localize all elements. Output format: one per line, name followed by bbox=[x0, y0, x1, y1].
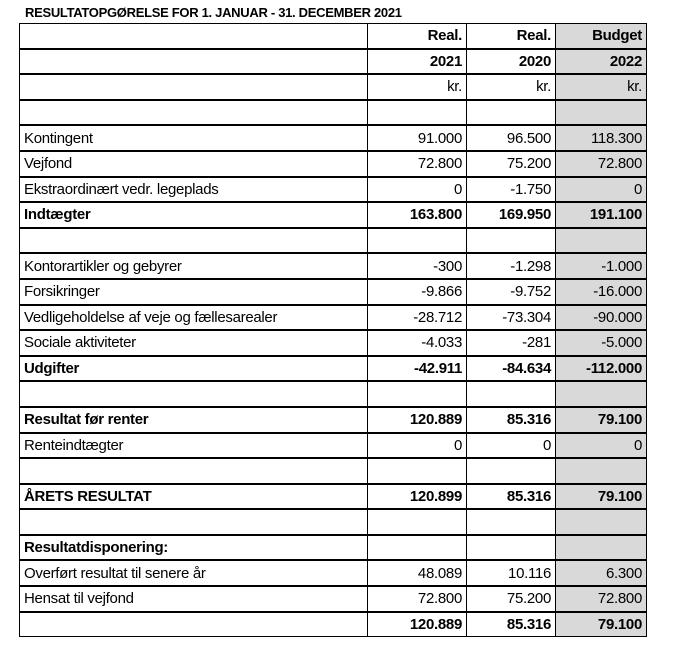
row-label: Vejfond bbox=[20, 151, 368, 177]
table-row bbox=[20, 458, 647, 484]
cell-real-2021: 72.800 bbox=[368, 151, 467, 177]
cell-real-2020 bbox=[467, 535, 556, 561]
row-label bbox=[20, 24, 368, 49]
header-row bbox=[20, 74, 647, 100]
cell-real-2020: kr. bbox=[467, 74, 556, 100]
cell-real-2021: 120.889 bbox=[368, 612, 467, 637]
cell-real-2020: -84.634 bbox=[467, 356, 556, 382]
row-label: Renteindtægter bbox=[20, 433, 368, 459]
table-row bbox=[20, 151, 647, 177]
table-row bbox=[20, 381, 647, 407]
cell-budget-2022 bbox=[556, 509, 647, 535]
cell-real-2021: 72.800 bbox=[368, 586, 467, 612]
cell-budget-2022: 6.300 bbox=[556, 560, 647, 586]
cell-budget-2022: 118.300 bbox=[556, 125, 647, 151]
row-label bbox=[20, 612, 368, 637]
cell-real-2020: -73.304 bbox=[467, 305, 556, 331]
cell-real-2020 bbox=[467, 509, 556, 535]
row-label: Ekstraordinært vedr. legeplads bbox=[20, 177, 368, 203]
table-row bbox=[20, 586, 647, 612]
row-label bbox=[20, 458, 368, 484]
cell-real-2021: Real. bbox=[368, 24, 467, 49]
cell-budget-2022 bbox=[556, 535, 647, 561]
cell-real-2021 bbox=[368, 228, 467, 254]
cell-real-2020 bbox=[467, 228, 556, 254]
row-label: Kontorartikler og gebyrer bbox=[20, 253, 368, 279]
row-label: Overført resultat til senere år bbox=[20, 560, 368, 586]
cell-budget-2022: -90.000 bbox=[556, 305, 647, 331]
cell-real-2020: 2020 bbox=[467, 49, 556, 75]
cell-real-2020 bbox=[467, 458, 556, 484]
table-row bbox=[20, 535, 647, 561]
table-row bbox=[20, 177, 647, 203]
cell-real-2020: -9.752 bbox=[467, 279, 556, 305]
cell-real-2020: 75.200 bbox=[467, 586, 556, 612]
row-label bbox=[20, 509, 368, 535]
table-row bbox=[20, 356, 647, 382]
row-label bbox=[20, 49, 368, 75]
cell-budget-2022: 2022 bbox=[556, 49, 647, 75]
cell-real-2020: 85.316 bbox=[467, 612, 556, 637]
table-row bbox=[20, 484, 647, 510]
cell-real-2020: 0 bbox=[467, 433, 556, 459]
cell-real-2021: -300 bbox=[368, 253, 467, 279]
row-label bbox=[20, 381, 368, 407]
cell-budget-2022 bbox=[556, 458, 647, 484]
cell-budget-2022: kr. bbox=[556, 74, 647, 100]
table-row bbox=[20, 100, 647, 126]
cell-real-2020: -281 bbox=[467, 330, 556, 356]
row-label: Kontingent bbox=[20, 125, 368, 151]
cell-real-2020: 96.500 bbox=[467, 125, 556, 151]
cell-real-2020: 75.200 bbox=[467, 151, 556, 177]
table-row bbox=[20, 612, 647, 637]
cell-budget-2022: -1.000 bbox=[556, 253, 647, 279]
cell-budget-2022 bbox=[556, 381, 647, 407]
table-row bbox=[20, 228, 647, 254]
cell-budget-2022: 79.100 bbox=[556, 407, 647, 433]
row-label: Hensat til vejfond bbox=[20, 586, 368, 612]
income-statement-table bbox=[19, 23, 647, 637]
cell-budget-2022 bbox=[556, 100, 647, 126]
row-label: Vedligeholdelse af veje og fællesarealer bbox=[20, 305, 368, 331]
cell-real-2021 bbox=[368, 381, 467, 407]
cell-real-2021 bbox=[368, 100, 467, 126]
cell-real-2021: 48.089 bbox=[368, 560, 467, 586]
cell-budget-2022: -5.000 bbox=[556, 330, 647, 356]
cell-budget-2022: -112.000 bbox=[556, 356, 647, 382]
cell-real-2020: -1.298 bbox=[467, 253, 556, 279]
cell-real-2020: -1.750 bbox=[467, 177, 556, 203]
cell-budget-2022: 72.800 bbox=[556, 586, 647, 612]
table-row bbox=[20, 330, 647, 356]
cell-real-2020: 85.316 bbox=[467, 484, 556, 510]
row-label: ÅRETS RESULTAT bbox=[20, 484, 368, 510]
row-label: Resultat før renter bbox=[20, 407, 368, 433]
cell-budget-2022: 72.800 bbox=[556, 151, 647, 177]
cell-budget-2022: 191.100 bbox=[556, 202, 647, 228]
cell-budget-2022 bbox=[556, 228, 647, 254]
cell-budget-2022: 0 bbox=[556, 177, 647, 203]
cell-real-2021: -28.712 bbox=[368, 305, 467, 331]
cell-real-2021: 2021 bbox=[368, 49, 467, 75]
table-row bbox=[20, 305, 647, 331]
table-row bbox=[20, 279, 647, 305]
cell-real-2021 bbox=[368, 535, 467, 561]
cell-real-2021: 163.800 bbox=[368, 202, 467, 228]
cell-real-2021: -9.866 bbox=[368, 279, 467, 305]
table-row bbox=[20, 433, 647, 459]
cell-real-2021: 120.889 bbox=[368, 407, 467, 433]
row-label: Forsikringer bbox=[20, 279, 368, 305]
table-row bbox=[20, 509, 647, 535]
cell-real-2020 bbox=[467, 381, 556, 407]
cell-real-2021: 120.899 bbox=[368, 484, 467, 510]
cell-real-2021: kr. bbox=[368, 74, 467, 100]
row-label: Resultatdisponering: bbox=[20, 535, 368, 561]
row-label: Indtægter bbox=[20, 202, 368, 228]
report-title: RESULTATOPGØRELSE FOR 1. JANUAR - 31. DECEMBER 2021 bbox=[25, 5, 402, 20]
table-row bbox=[20, 560, 647, 586]
header-row bbox=[20, 49, 647, 75]
cell-real-2021: -4.033 bbox=[368, 330, 467, 356]
cell-real-2020: 169.950 bbox=[467, 202, 556, 228]
cell-budget-2022: 79.100 bbox=[556, 484, 647, 510]
header-row bbox=[20, 24, 647, 49]
table-row bbox=[20, 407, 647, 433]
row-label: Sociale aktiviteter bbox=[20, 330, 368, 356]
cell-real-2020 bbox=[467, 100, 556, 126]
cell-real-2021 bbox=[368, 509, 467, 535]
table-row bbox=[20, 202, 647, 228]
cell-budget-2022: -16.000 bbox=[556, 279, 647, 305]
cell-budget-2022: 0 bbox=[556, 433, 647, 459]
cell-real-2020: 85.316 bbox=[467, 407, 556, 433]
cell-real-2021 bbox=[368, 458, 467, 484]
cell-real-2021: 0 bbox=[368, 433, 467, 459]
cell-real-2021: -42.911 bbox=[368, 356, 467, 382]
cell-real-2020: 10.116 bbox=[467, 560, 556, 586]
row-label bbox=[20, 228, 368, 254]
table-row bbox=[20, 253, 647, 279]
table-row bbox=[20, 125, 647, 151]
cell-real-2020: Real. bbox=[467, 24, 556, 49]
row-label: Udgifter bbox=[20, 356, 368, 382]
cell-budget-2022: 79.100 bbox=[556, 612, 647, 637]
row-label bbox=[20, 100, 368, 126]
cell-budget-2022: Budget bbox=[556, 24, 647, 49]
cell-real-2021: 91.000 bbox=[368, 125, 467, 151]
row-label bbox=[20, 74, 368, 100]
cell-real-2021: 0 bbox=[368, 177, 467, 203]
